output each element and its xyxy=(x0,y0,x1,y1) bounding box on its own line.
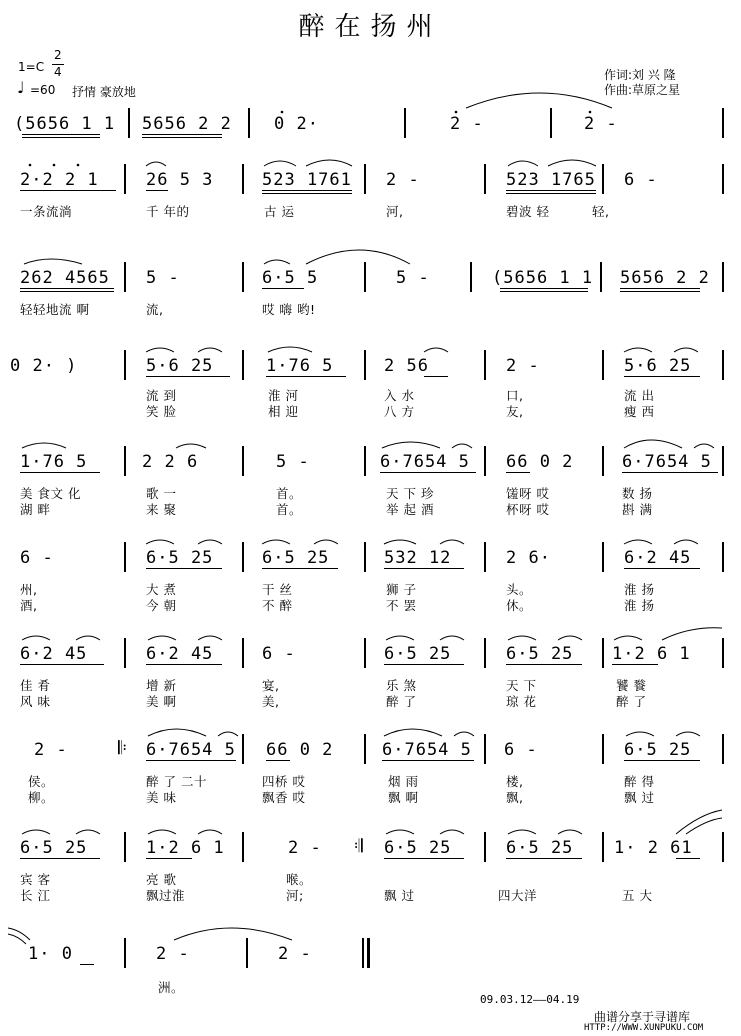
slur xyxy=(614,636,642,640)
slur xyxy=(264,161,296,166)
lyric: 流, xyxy=(146,302,164,317)
slur xyxy=(384,540,416,544)
slur xyxy=(440,540,464,544)
slur xyxy=(264,260,290,264)
slur xyxy=(22,636,50,640)
slur xyxy=(146,162,166,166)
lyric: 宴, xyxy=(262,678,280,693)
measure: 6·5 5 xyxy=(262,268,319,288)
lyric-verse-2: 美, xyxy=(262,694,280,709)
measure: 26 5 3 xyxy=(146,170,214,190)
lyric-verse-2: 飘香 哎 xyxy=(262,790,306,805)
measure: 66 0 2 xyxy=(266,740,334,760)
lyric: 狮 子 xyxy=(386,582,417,597)
measure: 2 6· xyxy=(506,548,551,568)
measure: 2 - xyxy=(156,944,190,964)
lyric: 亮 歌 xyxy=(146,872,177,887)
measure: 6·5 25 xyxy=(384,838,452,858)
slur xyxy=(558,636,582,640)
expression: 抒情 豪放地 xyxy=(72,85,136,99)
slur xyxy=(198,830,222,834)
slur xyxy=(146,348,174,352)
lyric-verse-2: 杯呀 哎 xyxy=(506,502,550,517)
lyric: 乐 煞 xyxy=(386,678,417,693)
lyric: 碧波 轻 xyxy=(506,204,550,219)
slur xyxy=(440,830,464,834)
lyric-verse-2: 友, xyxy=(506,404,524,419)
measure: 1· 2 61 xyxy=(614,838,693,858)
slur xyxy=(386,636,414,640)
slur xyxy=(382,442,440,448)
measure: 2 - xyxy=(506,356,540,376)
measure: 6 - xyxy=(504,740,538,760)
slur xyxy=(198,540,222,544)
measure: 6·5 25 xyxy=(624,740,692,760)
measure: 1·76 5 xyxy=(266,356,334,376)
measure: 6·5 25 xyxy=(20,838,88,858)
tie-slur xyxy=(174,928,292,940)
tempo: =60 xyxy=(30,83,56,97)
time-sig-bottom: 4 xyxy=(54,65,62,79)
slur xyxy=(624,348,652,352)
lyric: 一条流淌 xyxy=(20,204,73,219)
lyric: 哎 嗨 哟! xyxy=(262,302,316,317)
lyric: 醉 了 二十 xyxy=(146,774,207,789)
measure: 532 12 xyxy=(384,548,452,568)
lyric-verse-2: 五 大 xyxy=(622,888,653,903)
lyric-verse-2: 飘, xyxy=(506,790,524,805)
credit: 曲谱分享于寻谱库 xyxy=(594,1010,691,1024)
slur xyxy=(558,830,582,834)
measure: 2 56 xyxy=(384,356,429,376)
slur xyxy=(676,732,700,736)
lyric: 口, xyxy=(506,388,524,403)
slur xyxy=(198,636,222,640)
lyric: 烟 雨 xyxy=(388,774,419,789)
slur xyxy=(386,830,414,834)
octave-dot xyxy=(53,164,56,167)
slur xyxy=(218,732,238,736)
tie-slur xyxy=(466,93,612,108)
lyric: 饕 餮 xyxy=(616,678,647,693)
slur xyxy=(440,636,464,640)
measure: 6·2 45 xyxy=(20,644,88,664)
slur xyxy=(508,636,536,640)
lyric-verse-2: 河; xyxy=(286,888,304,903)
measure: 6·5 25 xyxy=(506,644,574,664)
lyric-verse-2: 今 朝 xyxy=(146,598,177,613)
slur xyxy=(176,444,206,448)
slur xyxy=(148,636,176,640)
measure: 5 - xyxy=(396,268,430,288)
measure: 6·5 25 xyxy=(506,838,574,858)
lyric: 入 水 xyxy=(384,388,415,403)
octave-dot xyxy=(77,164,80,167)
measure: 66 0 2 xyxy=(506,452,574,472)
lyric: 淮 河 xyxy=(268,388,299,403)
lyric-verse-2: 首。 xyxy=(276,502,303,517)
lyric: 楼, xyxy=(506,774,524,789)
lyric: 宾 客 xyxy=(20,872,51,887)
lyric: 头。 xyxy=(506,582,533,597)
slur xyxy=(148,729,206,736)
slur xyxy=(424,348,448,352)
measure: 6·2 45 xyxy=(624,548,692,568)
measure: 6·7654 5 xyxy=(622,452,712,472)
lyric: 侯。 xyxy=(28,774,55,789)
measure: 2 - xyxy=(288,838,322,858)
lyric: 天 下 xyxy=(506,678,537,693)
repeat-end-sign: 𝄇 xyxy=(354,836,363,857)
octave-dot xyxy=(29,164,32,167)
slur xyxy=(548,160,596,166)
lyric-verse-2: 美 啊 xyxy=(146,694,177,709)
slur xyxy=(454,732,474,736)
date-note: 09.03.12——04.19 xyxy=(480,993,580,1006)
lyric-verse-2: 湖 畔 xyxy=(20,502,51,517)
slur xyxy=(314,540,338,544)
page-title: 醉在扬州 xyxy=(298,12,443,42)
slur xyxy=(626,732,654,736)
lyric-verse-2: 休。 xyxy=(506,598,533,613)
slur xyxy=(452,444,472,448)
measure: 1·76 5 xyxy=(20,452,88,472)
lyric: 增 新 xyxy=(146,678,177,693)
measure: 523 1765 xyxy=(506,170,596,190)
composer: 作曲:草原之星 xyxy=(604,83,681,97)
octave-dot xyxy=(455,111,458,114)
tie-slur xyxy=(676,810,722,834)
measure: 5·6 25 xyxy=(624,356,692,376)
lyric: 千 年的 xyxy=(146,204,190,219)
slur xyxy=(674,540,698,544)
slur xyxy=(384,729,442,736)
lyric: 州, xyxy=(20,582,38,597)
slur xyxy=(24,259,82,264)
time-sig-top: 2 xyxy=(54,48,62,62)
lyric-verse-2: 飘 过 xyxy=(384,888,415,903)
measure: 262 4565 xyxy=(20,268,110,288)
lyric-verse-2: 长 江 xyxy=(20,888,51,903)
measure: 2 - xyxy=(34,740,68,760)
measure: 6·5 25 xyxy=(384,644,452,664)
measure: 6 - xyxy=(20,548,54,568)
slur xyxy=(22,443,66,448)
key-signature: 1=C xyxy=(18,60,45,74)
measure: 6·7654 5 xyxy=(380,452,470,472)
slur xyxy=(508,830,536,834)
lyric-verse-2: 醉 了 xyxy=(616,694,647,709)
measure: 6·7654 5 xyxy=(382,740,472,760)
measure: (5656 1 1 xyxy=(492,268,594,288)
measure: 1·2 6 1 xyxy=(146,838,225,858)
lyric-verse-2: 醉 了 xyxy=(386,694,417,709)
measure: 6·2 45 xyxy=(146,644,214,664)
lyric: 流 到 xyxy=(146,388,177,403)
measure: 0 2· ) xyxy=(10,356,78,376)
slur xyxy=(508,161,538,166)
slur xyxy=(268,347,312,352)
tie-slur xyxy=(686,818,722,834)
lyric-verse-2: 琼 花 xyxy=(506,694,537,709)
measure: 1·2 6 1 xyxy=(612,644,691,664)
measure: 2 - xyxy=(278,944,312,964)
lyric-verse-2: 飘 啊 xyxy=(388,790,419,805)
lyric: 天 下 珍 xyxy=(386,486,434,501)
measure: (5656 1 1 xyxy=(14,114,116,134)
lyric: 馐呀 哎 xyxy=(506,486,550,501)
measure: 5 - xyxy=(146,268,180,288)
tie-slur xyxy=(306,250,410,264)
slur xyxy=(76,636,100,640)
repeat-start-sign: 𝄆 xyxy=(118,738,127,759)
slur xyxy=(76,830,100,834)
lyric-verse-2: 八 方 xyxy=(384,404,415,419)
lyric: 流 出 xyxy=(624,388,655,403)
lyric: 轻, xyxy=(592,204,610,219)
lyric: 轻轻地流 啊 xyxy=(20,302,90,317)
slur xyxy=(674,348,698,352)
lyric-verse-2: 举 起 酒 xyxy=(386,502,434,517)
lyric: 河, xyxy=(386,204,404,219)
lyric: 醉 得 xyxy=(624,774,655,789)
lyric-verse-2: 淮 扬 xyxy=(624,598,655,613)
measure: 1· 0 xyxy=(28,944,73,964)
lyric-verse-2: 相 迎 xyxy=(268,404,299,419)
lyric: 首。 xyxy=(276,486,303,501)
lyric: 数 扬 xyxy=(622,486,653,501)
measure: 6 - xyxy=(262,644,296,664)
slur xyxy=(624,540,652,544)
measure: 6·7654 5 xyxy=(146,740,236,760)
lyric-verse-2: 斟 满 xyxy=(622,502,653,517)
lyric: 大 煮 xyxy=(146,582,177,597)
quarter-note-icon: ♩ xyxy=(17,78,25,97)
lyric: 洲。 xyxy=(158,980,185,995)
measure: 6·5 25 xyxy=(146,548,214,568)
lyric: 干 丝 xyxy=(262,582,293,597)
lyric: 佳 肴 xyxy=(20,678,51,693)
lyric: 喉。 xyxy=(286,872,313,887)
measure: 0 2· xyxy=(274,114,319,134)
tie-slur xyxy=(8,934,26,944)
slur xyxy=(262,540,290,544)
lyric-verse-2: 四大洋 xyxy=(498,888,538,903)
slur xyxy=(148,830,176,834)
lyric: 歌 一 xyxy=(146,486,177,501)
tie-slur xyxy=(662,628,722,640)
slur xyxy=(198,348,222,352)
site-url: HTTP://WWW.XUNPUKU.COM xyxy=(584,1023,704,1033)
lyricist: 作词:刘 兴 隆 xyxy=(604,68,676,82)
slur xyxy=(306,160,352,166)
lyric-verse-2: 柳。 xyxy=(28,790,55,805)
measure: 2 - xyxy=(386,170,420,190)
lyric-verse-2: 不 罢 xyxy=(386,598,417,613)
measure: 2·2 2 1 xyxy=(20,170,99,190)
slur xyxy=(146,540,174,544)
lyric-verse-2: 来 聚 xyxy=(146,502,177,517)
lyric: 古 运 xyxy=(264,204,295,219)
lyric-verse-2: 风 味 xyxy=(20,694,51,709)
slur xyxy=(22,830,50,834)
measure: 523 1761 xyxy=(262,170,352,190)
measure: 5656 2 2 xyxy=(620,268,710,288)
measure: 6·5 25 xyxy=(262,548,330,568)
measure: 2 2 6 xyxy=(142,452,199,472)
lyric-verse-2: 不 醉 xyxy=(262,598,293,613)
lyric-verse-2: 飘过淮 xyxy=(146,888,186,903)
octave-dot xyxy=(589,111,592,114)
lyric: 四桥 哎 xyxy=(262,774,306,789)
measure: 2 - xyxy=(584,114,618,134)
slur xyxy=(694,444,714,448)
slur xyxy=(624,440,682,448)
lyric-verse-2: 笑 脸 xyxy=(146,404,177,419)
measure: 5 - xyxy=(276,452,310,472)
measure: 2 - xyxy=(450,114,484,134)
octave-dot xyxy=(281,111,284,114)
measure: 5656 2 2 xyxy=(142,114,232,134)
measure: 6 - xyxy=(624,170,658,190)
measure: 5·6 25 xyxy=(146,356,214,376)
lyric-verse-2: 酒, xyxy=(20,598,38,613)
lyric-verse-2: 美 味 xyxy=(146,790,177,805)
lyric-verse-2: 瘦 西 xyxy=(624,404,655,419)
lyric: 美 食文 化 xyxy=(20,486,81,501)
lyric-verse-2: 飘 过 xyxy=(624,790,655,805)
lyric: 淮 扬 xyxy=(624,582,655,597)
